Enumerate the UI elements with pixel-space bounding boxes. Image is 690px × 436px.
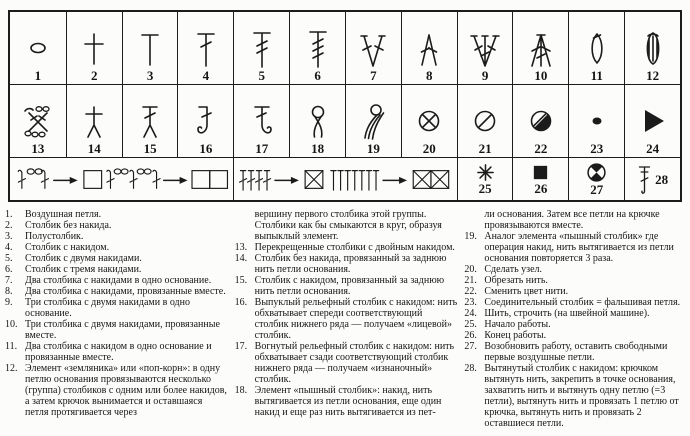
- symbol-number: 13: [31, 141, 45, 156]
- cell-22: [512, 85, 568, 157]
- symbol-number: 8: [425, 68, 433, 83]
- legend-column-1: [5, 209, 228, 429]
- cell-2: [66, 12, 122, 84]
- item-number: 24.: [464, 308, 477, 319]
- item-number: 26.: [464, 330, 477, 341]
- item-text: Столбик с накидом.: [25, 242, 110, 253]
- popcorn-icon: [633, 27, 673, 69]
- cell-4: [177, 12, 233, 84]
- item-text: Сменить цвет нити.: [484, 286, 569, 297]
- item-number: 15.: [234, 275, 248, 286]
- item-number: 20.: [464, 264, 477, 275]
- cell-18: [289, 85, 345, 157]
- two-dc-in-one-base-icon: [353, 27, 393, 69]
- item-text: Вогнутый рельефный столбик с накидом: нить обхватывает сзади соответствующий столбик нижнего ряда — получаем «изнаночный» столбик.: [254, 341, 455, 385]
- filet-open-mesh-icon: [13, 163, 231, 196]
- item-number: 2.: [5, 220, 13, 231]
- end-of-work-icon: [531, 163, 550, 182]
- symbol-number: 27: [590, 182, 604, 197]
- item-text: Конец работы.: [484, 330, 547, 341]
- symbol-number: 5: [258, 68, 265, 83]
- symbol-number: 12: [646, 68, 660, 83]
- item-text: Три столбика с двумя накидами в одно основание.: [25, 297, 190, 319]
- symbol-row-3: [10, 157, 680, 200]
- item-number: 6.: [5, 264, 13, 275]
- symbol-number: 10: [534, 68, 548, 83]
- symbol-number: 18: [311, 141, 325, 156]
- item-number: 25.: [464, 319, 477, 330]
- symbol-row-1: [10, 12, 680, 84]
- legend-item: [5, 297, 228, 319]
- symbol-number: 6: [314, 68, 321, 83]
- cell-24: [624, 85, 680, 157]
- symbol-number: 17: [255, 141, 269, 156]
- legend-continuation: вершину первого столбика этой группы. Столбики как бы смыкаются в круг, образуя выпыклый элемент.: [254, 209, 442, 242]
- cell-27: [568, 158, 624, 200]
- front-post-dc-icon: [186, 100, 226, 142]
- symbol-number: 24: [646, 141, 660, 156]
- item-number: 22.: [464, 286, 477, 297]
- symbol-number: 4: [202, 68, 210, 83]
- back-post-dc-icon: [242, 100, 282, 142]
- cell-21: [457, 85, 513, 157]
- item-number: 19.: [464, 231, 477, 242]
- treble-crochet-icon: [242, 27, 282, 69]
- item-number: 17.: [234, 341, 248, 352]
- item-number: 18.: [234, 385, 248, 396]
- item-text: Соединительный столбик = фальшивая петля.: [484, 297, 681, 308]
- cell-17: [233, 85, 289, 157]
- cell-11: [568, 12, 624, 84]
- item-number: 9.: [5, 297, 13, 308]
- item-text: Начало работы.: [484, 319, 551, 330]
- symbol-number: 19: [366, 141, 380, 156]
- legend-item: [464, 264, 687, 275]
- sew-on-machine-icon: [633, 100, 673, 142]
- item-text: Перекрещенные столбики с двойным накидом.: [254, 242, 455, 253]
- three-tr-in-one-base-icon: [465, 27, 505, 69]
- legend-item: [464, 308, 687, 319]
- item-number: 10.: [5, 319, 18, 330]
- legend-item: [5, 286, 228, 297]
- item-number: 8.: [5, 286, 13, 297]
- triple-puff-icon: [353, 100, 393, 142]
- cell-filet-open: [10, 158, 233, 200]
- legend-item: [5, 264, 228, 275]
- legend-item: [235, 253, 458, 275]
- symbol-row-2: [10, 84, 680, 157]
- item-text: Полустолбик.: [25, 231, 84, 242]
- symbol-number: 2: [90, 68, 98, 83]
- item-number: 23.: [464, 297, 477, 308]
- double-crochet-icon: [186, 27, 226, 69]
- item-text: Возобновить работу, оставить свободными первые воздушные петли.: [484, 341, 668, 363]
- symbol-number: 1: [34, 68, 42, 83]
- legend-column-3: [464, 209, 687, 429]
- double-treble-crochet-icon: [298, 27, 338, 69]
- legend-item: [5, 363, 228, 418]
- cell-28: [624, 158, 680, 200]
- two-dc-together-icon: [409, 27, 449, 69]
- symbol-number: 20: [422, 141, 436, 156]
- cell-23: [568, 85, 624, 157]
- item-text: Элемент «земляника» или «поп-корн»: в одну петлю основания провязываются несколько (группа) столбиков с одним или более накидов, а затем крючок вынимается и оставшаяся петля протягивается через: [25, 363, 227, 418]
- symbol-number: 23: [590, 141, 604, 156]
- item-text: Два столбика с накидами, провязанные вместе.: [25, 286, 226, 297]
- cell-15: [122, 85, 178, 157]
- three-tr-together-icon: [521, 27, 561, 69]
- legend-item: [464, 330, 687, 341]
- item-number: 28.: [464, 363, 477, 374]
- legend-item: [5, 253, 228, 264]
- legend-item: [464, 319, 687, 330]
- item-text: Столбик с двумя накидами.: [25, 253, 142, 264]
- item-number: 27.: [464, 341, 477, 352]
- cell-1: [10, 12, 66, 84]
- dc-back-loop-icon: [130, 100, 170, 142]
- item-text: Сделать узел.: [484, 264, 543, 275]
- cell-25: [457, 158, 513, 200]
- legend: [5, 209, 687, 429]
- legend-item: [235, 242, 458, 253]
- resume-work-icon: [586, 162, 607, 183]
- symbol-number: 11: [590, 68, 603, 83]
- item-number: 4.: [5, 242, 13, 253]
- symbol-number: 14: [87, 141, 101, 156]
- cell-7: [345, 12, 401, 84]
- item-number: 14.: [234, 253, 248, 264]
- legend-item: [5, 341, 228, 363]
- cut-thread-icon: [465, 100, 505, 142]
- item-text: Обрезать нить.: [484, 275, 548, 286]
- item-number: 12.: [5, 363, 18, 374]
- legend-item: [235, 385, 458, 418]
- change-thread-color-icon: [521, 100, 561, 142]
- item-text: Столбик без накида.: [25, 220, 112, 231]
- item-number: 5.: [5, 253, 13, 264]
- item-number: 11.: [5, 341, 18, 352]
- two-dc-cluster-icon: [577, 27, 617, 69]
- symbol-number: 26: [534, 181, 548, 196]
- cell-13: [10, 85, 66, 157]
- extended-dc-icon: [637, 163, 652, 196]
- sc-back-loop-icon: [74, 100, 114, 142]
- cell-19: [345, 85, 401, 157]
- item-number: 7.: [5, 275, 13, 286]
- crochet-symbol-table: [8, 10, 682, 202]
- legend-item: [235, 275, 458, 297]
- item-text: Воздушная петля.: [25, 209, 102, 220]
- legend-item: [464, 297, 687, 308]
- item-text: Три столбика с двумя накидами, провязанные вместе.: [25, 319, 220, 341]
- filet-filled-mesh-icon: [236, 163, 454, 196]
- item-number: 13.: [234, 242, 248, 253]
- symbol-number: 25: [478, 181, 492, 196]
- symbol-number: 28: [655, 171, 669, 187]
- cell-filet-filled: [233, 158, 456, 200]
- legend-item: [235, 341, 458, 385]
- puff-stitch-icon: [298, 100, 338, 142]
- item-text: Два столбика с накидами в одно основание.: [25, 275, 212, 286]
- item-text: Выпуклый рельефный столбик с накидом: нить обхватывает спереди соответствующий столбик нижнего ряда — получаем «лицевой» столбик.: [254, 297, 458, 341]
- legend-continuation: ли основания. Затем все петли на крючке провязываются вместе.: [484, 209, 660, 231]
- cell-3: [122, 12, 178, 84]
- symbol-number: 15: [143, 141, 157, 156]
- legend-item: [464, 231, 687, 264]
- item-text: Столбик без накида, провязанный за заднюю нить петли основания.: [254, 253, 447, 275]
- legend-item: [464, 341, 687, 363]
- cell-10: [512, 12, 568, 84]
- item-number: 16.: [234, 297, 248, 308]
- legend-item: [464, 286, 687, 297]
- legend-item: [5, 231, 228, 242]
- item-number: 3.: [5, 231, 13, 242]
- legend-item: [5, 209, 228, 220]
- item-number: 21.: [464, 275, 477, 286]
- cell-8: [401, 12, 457, 84]
- chain-stitch-icon: [18, 27, 58, 69]
- cell-5: [233, 12, 289, 84]
- symbol-number: 9: [481, 68, 489, 83]
- symbol-number: 7: [370, 68, 377, 83]
- symbol-number: 16: [199, 141, 213, 156]
- item-text: Столбик с накидом, провязанный за заднюю нить петли основания.: [254, 275, 445, 297]
- item-text: Аналог элемента «пышный столбик» где операция накид, нить вытягивается из петли основания повторяется 3 раза.: [484, 231, 674, 264]
- cell-20: [401, 85, 457, 157]
- legend-item: [5, 242, 228, 253]
- cell-9: [457, 12, 513, 84]
- make-knot-icon: [409, 100, 449, 142]
- legend-item: [5, 319, 228, 341]
- cell-14: [66, 85, 122, 157]
- cell-12: [624, 12, 680, 84]
- legend-item: [5, 220, 228, 231]
- legend-item: [5, 275, 228, 286]
- half-double-crochet-icon: [130, 27, 170, 69]
- single-crochet-icon: [74, 27, 114, 69]
- item-text: Столбик с тремя накидами.: [25, 264, 142, 275]
- symbol-number: 3: [146, 68, 154, 83]
- item-text: Два столбика с накидом в одно основание и провязанные вместе.: [25, 341, 212, 363]
- symbol-number: 21: [478, 141, 492, 156]
- legend-item: [464, 275, 687, 286]
- slip-stitch-icon: [577, 100, 617, 142]
- cell-6: [289, 12, 345, 84]
- start-of-work-icon: [476, 163, 495, 182]
- item-text: Шить, строчить (на швейной машине).: [484, 308, 650, 319]
- crossed-double-trebles-icon: [18, 100, 58, 142]
- item-number: 1.: [5, 209, 13, 220]
- symbol-number: 22: [534, 141, 548, 156]
- cell-16: [177, 85, 233, 157]
- cell-26: [512, 158, 568, 200]
- item-text: Вытянутый столбик с накидом: крючком вытянуть нить, закрепить в точке основания, захватить нить и вытянуть одну петлю (=3 петли), вытянуть нить и провязать 1 петлю от крючка, вытянуть нить и провязать 2 оставшиеся петли.: [484, 363, 679, 429]
- legend-item: [235, 297, 458, 341]
- item-text: Элемент «пышный столбик»: накид, нить вытягивается из петли основания, еще один накид и еще раз нить вытягивается из пет-: [254, 385, 442, 418]
- legend-item: [464, 363, 687, 429]
- legend-column-2: [235, 209, 458, 429]
